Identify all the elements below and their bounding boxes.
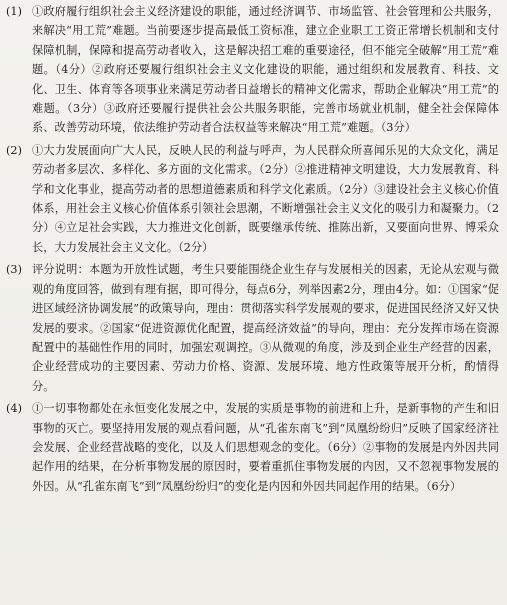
answer-text: ①政府履行组织社会主义经济建设的职能，通过经济调节、市场监管、社会管理和公共服务，来解决“用工荒”难题。当前要逐步提高最低工资标准，建立企业职工工资正常增长机制和支付保障机制，保障和提高劳动者收入，这是解决招工难的重要途径，但不能完全破解“用工荒”难题。（4分）②政府还要履行组织社会主义文化建设的职能，通过组织和发展教育、科技、文化、卫生、体育等各项事业来满足劳动者日益增长的精神文化需求，帮助企业解决“用工荒”的难题。（3分）③政府还要履行提供社会公共服务职能，完善市场就业机制，健全社会保障体系、改善劳动环境，依法维护劳动者合法权益等来解决“用工荒”难题。（3分） [32, 5, 499, 135]
answer-number: (1) [6, 5, 22, 18]
answer-item-1 [6, 2, 499, 138]
answer-item-3 [6, 260, 499, 396]
answer-text: ①大力发展面向广大人民，反映人民的利益与呼声，为人民群众所喜闻乐见的大众文化，满足劳动者多层次、多样化、多方面的文化需求。（2分）②推进精神文明建设，大力发展教育、科学和文化事业，提高劳动者的思想道德素质和科学文化素质。（2分）③建设社会主义核心价值体系，用社会主义核心价值体系引领社会思潮，不断增强社会主义文化的吸引力和凝聚力。（2分）④立足社会实践，大力推进文化创新，既要继承传统、推陈出新，又要面向世界、博采众长，大力发展社会主义文化。（2分） [32, 143, 499, 254]
answer-number: (3) [6, 263, 22, 277]
answer-item-4 [6, 399, 499, 496]
answer-text: ①一切事物都处在永恒变化发展之中，发展的实质是事物的前进和上升，是新事物的产生和旧事物的灭亡。要坚持用发展的观点看问题，从“孔雀东南飞”到“凤凰纷纷归”反映了国家经济社会发展、企业经营战略的变化，以及人们思想观念的变化。（6分）②事物的发展是内外因共同起作用的结果，在分析事物发展的原因时，要着重抓住事物发展的内因，又不忽视事物发展的外因。从“孔雀东南飞”到“凤凰纷纷归”的变化是内因和外因共同起作用的结果。（6分） [32, 402, 499, 493]
answer-number: (4) [6, 402, 22, 416]
answer-text: 评分说明：本题为开放性试题，考生只要能围绕企业生存与发展相关的因素，无论从宏观与微观的角度回答，做到有理有据，即可得分，每点6分，列举因素2分，理由4分。如：①国家“促进区域经济协调发展”的政策导向，理由：贯彻落实科学发展观的要求，促进国民经济又好又快发展的要求。②国家“促进资源优化配置，提高经济效益”的导向，理由：充分发挥市场在资源配置中的基础性作用的同时，加强宏观调控。③从微观的角度，涉及到企业生产经营的因素，企业经营成功的主要因素、劳动力价格、资源、发展环境、地方性政策等展开分析，酌情得分。 [32, 263, 499, 393]
answer-item-2 [6, 141, 499, 257]
answer-number: (2) [6, 143, 22, 157]
